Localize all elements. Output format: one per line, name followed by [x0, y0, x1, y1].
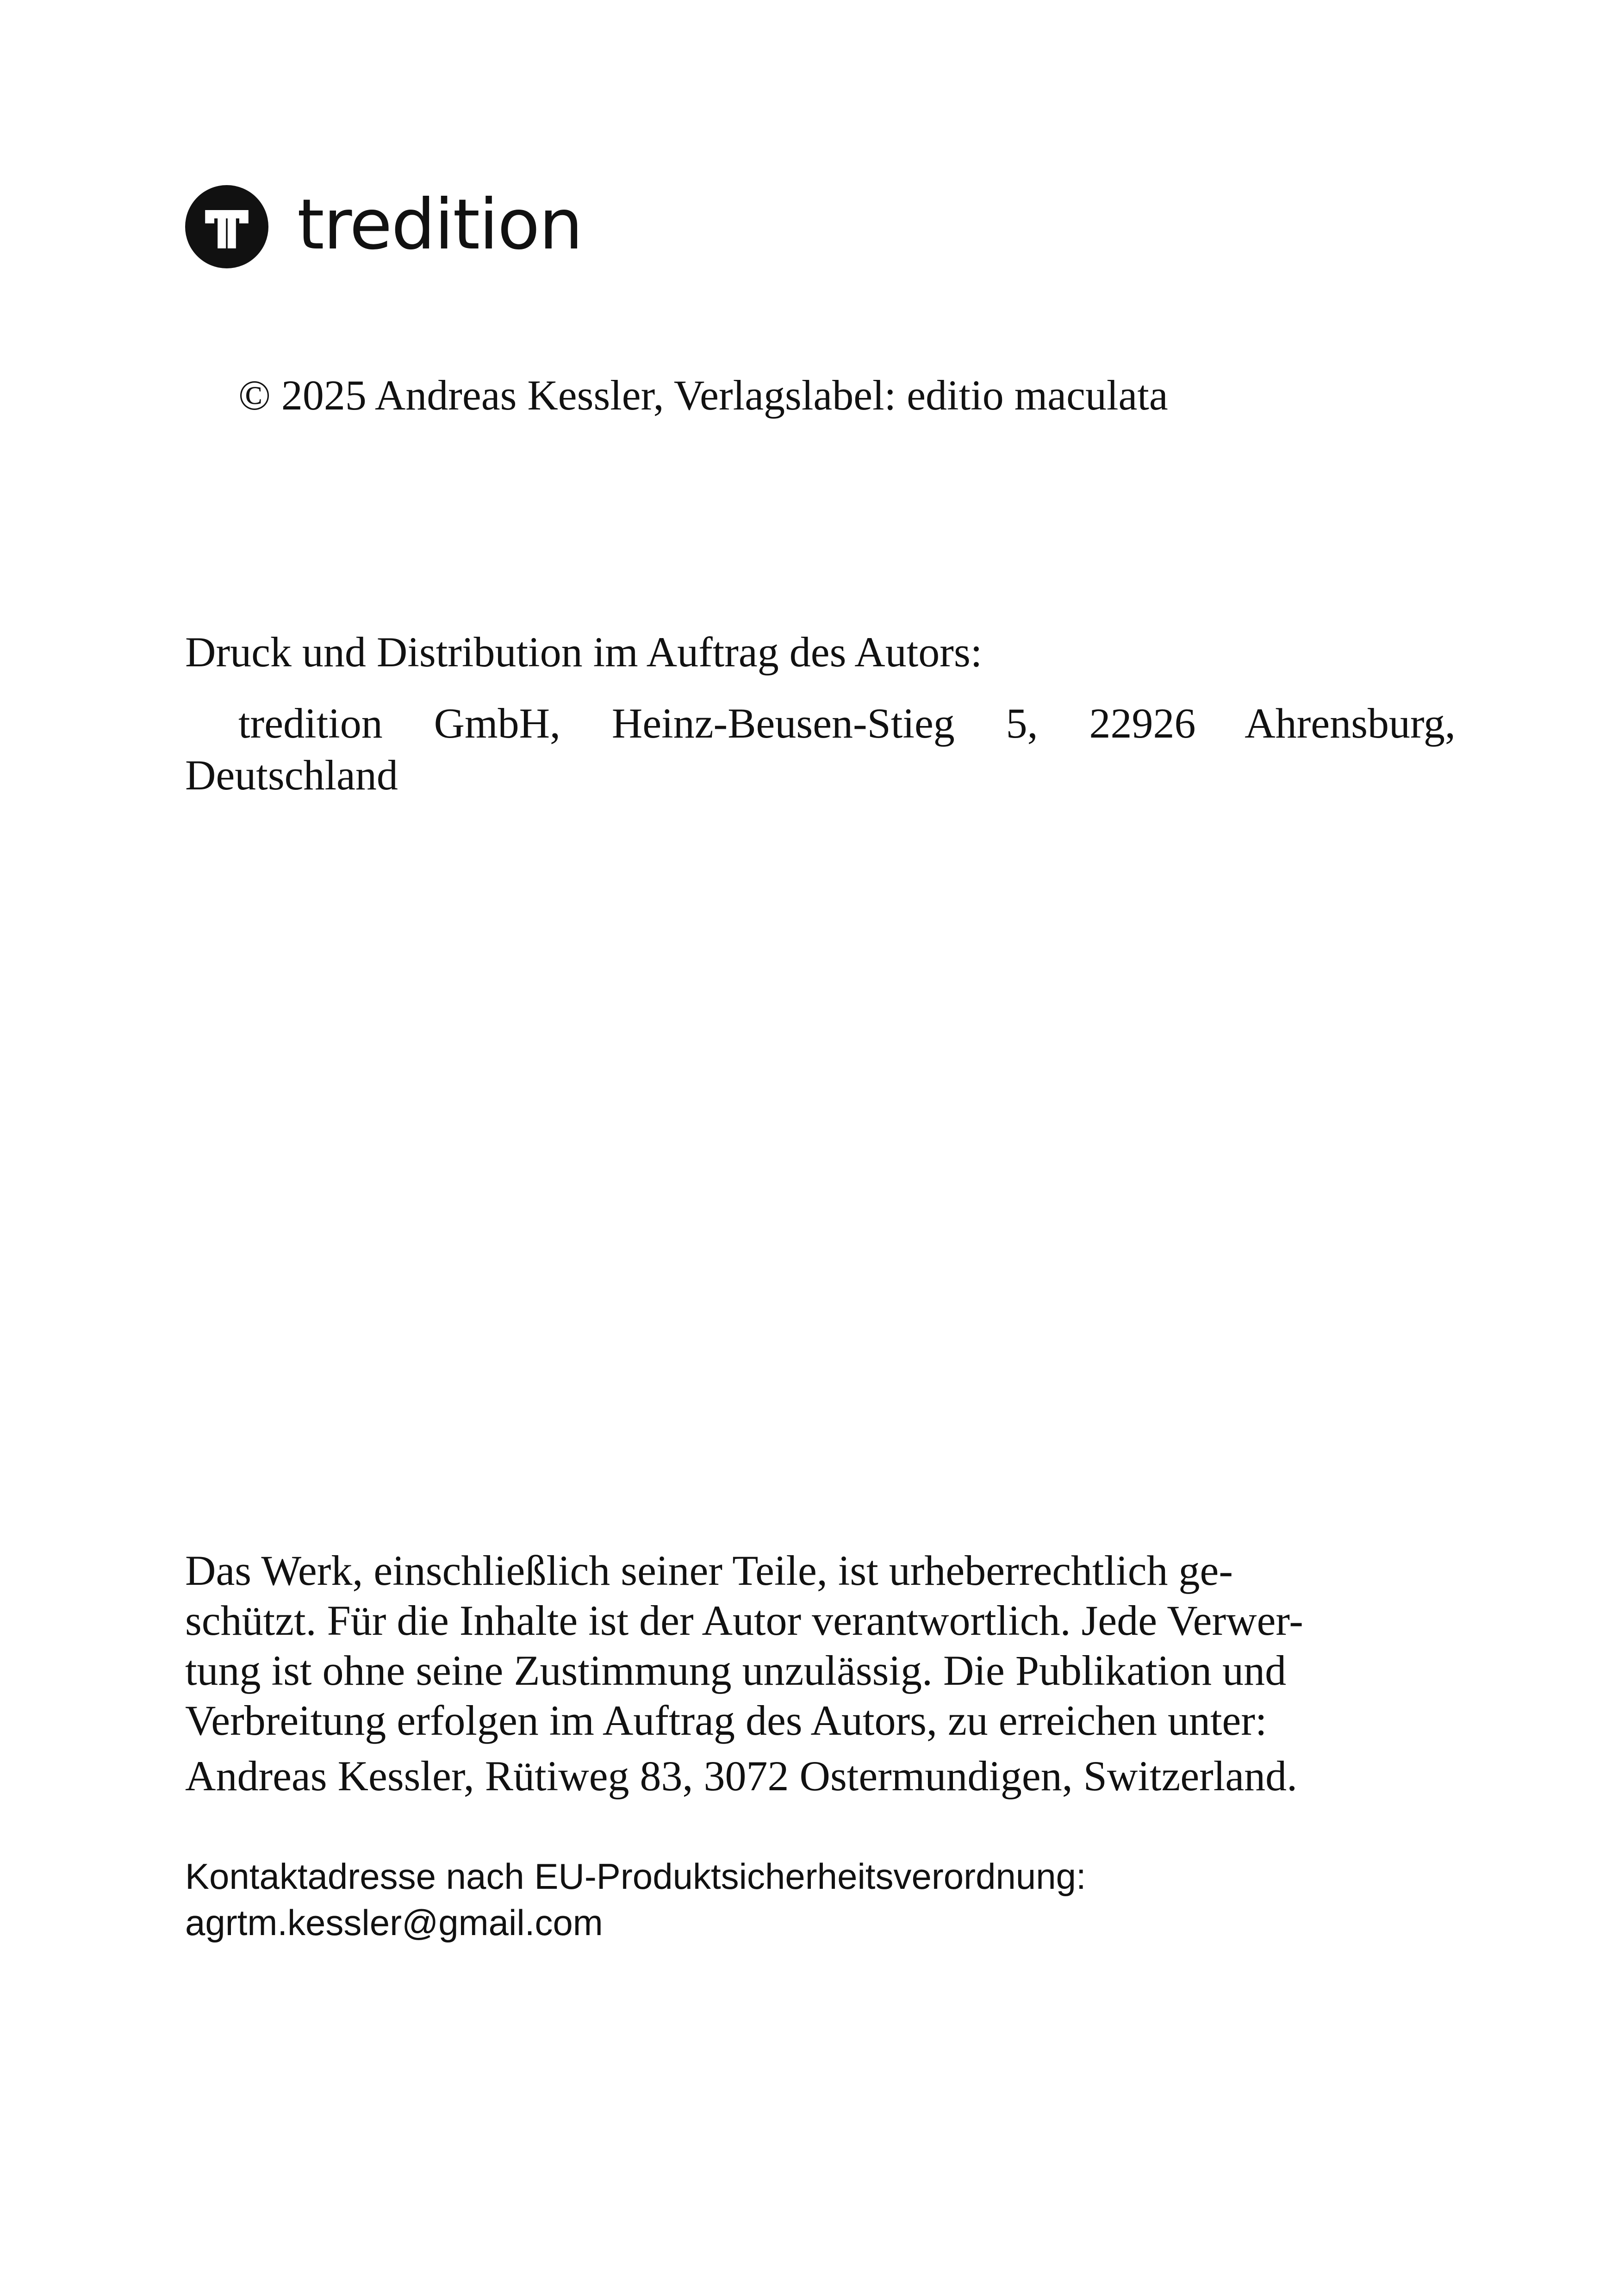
contact-label: Kontaktadresse nach EU-Produktsicherheitsverordnung: [185, 1856, 1086, 1897]
contact-email: agrtm.kessler@gmail.com [185, 1902, 603, 1943]
contact-info [185, 1853, 1456, 1946]
legal-notice [185, 1545, 1456, 1801]
logo-wordmark: tredition [297, 185, 582, 265]
legal-line: Andreas Kessler, Rütiweg 83, 3072 Ostermundigen, Switzerland. [185, 1752, 1298, 1800]
printing-info [185, 627, 1456, 801]
publisher-logo [185, 185, 582, 268]
legal-line: tung ist ohne seine Zustimmung unzulässig. Die Publikation und [185, 1647, 1287, 1694]
printing-address: tredition GmbH, Heinz-Beusen-Stieg 5, 22926 Ahrensburg, Deutschland [185, 700, 1456, 799]
copyright-notice: © 2025 Andreas Kessler, Verlagslabel: editio maculata [238, 372, 1168, 419]
legal-line: schützt. Für die Inhalte ist der Autor verantwortlich. Jede Verwer- [185, 1597, 1303, 1644]
printing-heading: Druck und Distribution im Auftrag des Autors: [185, 628, 983, 676]
tredition-logo-icon [185, 185, 268, 268]
legal-line: Verbreitung erfolgen im Auftrag des Autors, zu erreichen unter: [185, 1697, 1267, 1744]
legal-line: Das Werk, einschließlich seiner Teile, ist urheberrechtlich ge- [185, 1547, 1233, 1594]
